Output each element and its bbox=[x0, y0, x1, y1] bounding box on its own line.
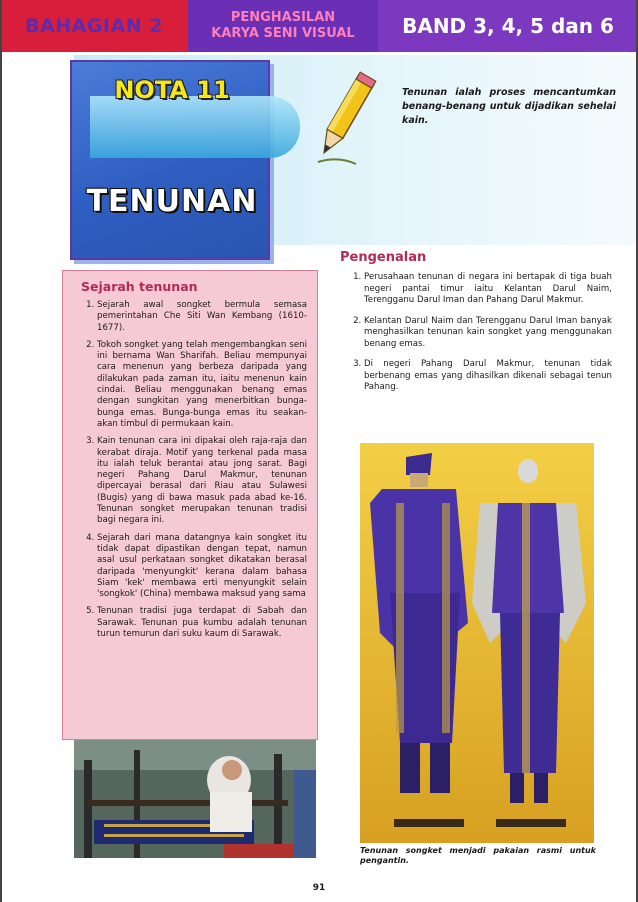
list-item: 3. Kain tenunan cara ini dipakai oleh raja-raja dan kerabat diraja. Motif yang terkenal pada masa itu ialah teluk berantai atau jong sarat. Bagi negeri Pahang Darul Makmur, tenunan dipercayai berasal dari Riau atau Sulawesi (Bugis) yang di bawa masuk pada abad ke-16. Tenunan songket merupakan tenunan tradisi bagi negara ini. bbox=[97, 436, 307, 526]
pencil-icon bbox=[308, 70, 378, 170]
page-header bbox=[0, 0, 638, 52]
songket-photo bbox=[360, 443, 594, 843]
subject-label bbox=[188, 0, 378, 52]
nota-title: NOTA 11 bbox=[114, 76, 230, 104]
definition-text: Tenunan ialah proses mencantumkan benang-benang untuk dijadikan sehelai kain. bbox=[402, 87, 616, 126]
list-item: 3. Di negeri Pahang Darul Makmur, tenunan tidak berbenang emas yang dihasilkan dikenali sebagai tenun Pahang. bbox=[364, 359, 612, 394]
photo-caption: Tenunan songket menjadi pakaian rasmi untuk pengantin. bbox=[360, 846, 596, 865]
sejarah-list bbox=[73, 300, 307, 640]
topic-title: TENUNAN bbox=[86, 184, 258, 219]
nota-card bbox=[70, 60, 270, 260]
sejarah-title: Sejarah tenunan bbox=[81, 279, 198, 294]
list-item: 1. Perusahaan tenunan di negara ini bertapak di tiga buah negeri pantai timur iaitu Kelantan Darul Naim, Terengganu Darul Iman dan Pahang Darul Makmur. bbox=[364, 272, 612, 307]
section-label: BAHAGIAN 2 bbox=[0, 0, 188, 52]
weaving-photo bbox=[74, 740, 316, 858]
band-label: BAND 3, 4, 5 dan 6 bbox=[378, 0, 638, 52]
list-item: 2. Tokoh songket yang telah mengembangkan seni ini bernama Wan Sharifah. Beliau mempunyai cara menenun yang berbeza daripada yang dilakukan pada zaman itu, iaitu menenun kain cindai. Beliau menggunakan benang emas dengan sungkitan yang menerbitkan bunga-bunga emas. Bunga-bunga emas itu seakan-akan timbul di permukaan kain. bbox=[97, 340, 307, 430]
pengenalan-section bbox=[340, 272, 612, 403]
pengenalan-list bbox=[340, 272, 612, 394]
list-item: 1. Sejarah awal songket bermula semasa pemerintahan Che Siti Wan Kembang (1610-1677). bbox=[97, 300, 307, 334]
list-item: 4. Sejarah dari mana datangnya kain songket itu tidak dapat dipastikan dengan tepat, namun asal usul perkataan songket dikatakan berasal daripada 'menyungkit' kerana dalam bahasa Siam 'kek' membawa erti menyungkit selain 'songkok' (China) membawa maksud yang sama bbox=[97, 533, 307, 601]
nota-ribbon bbox=[90, 96, 300, 158]
subject-line-2: KARYA SENI VISUAL bbox=[211, 26, 355, 41]
list-item: 5. Tenunan tradisi juga terdapat di Sabah dan Sarawak. Tenunan pua kumbu adalah tenunan turun temurun dari suku kaum di Sarawak. bbox=[97, 606, 307, 640]
pengenalan-title: Pengenalan bbox=[340, 250, 427, 265]
page-number: 91 bbox=[312, 883, 326, 893]
subject-line-1: PENGHASILAN bbox=[230, 10, 336, 25]
list-item: 2. Kelantan Darul Naim dan Terengganu Darul Iman banyak menghasilkan tenunan kain songket yang menggunakan benang emas. bbox=[364, 316, 612, 351]
sejarah-box bbox=[62, 270, 318, 740]
